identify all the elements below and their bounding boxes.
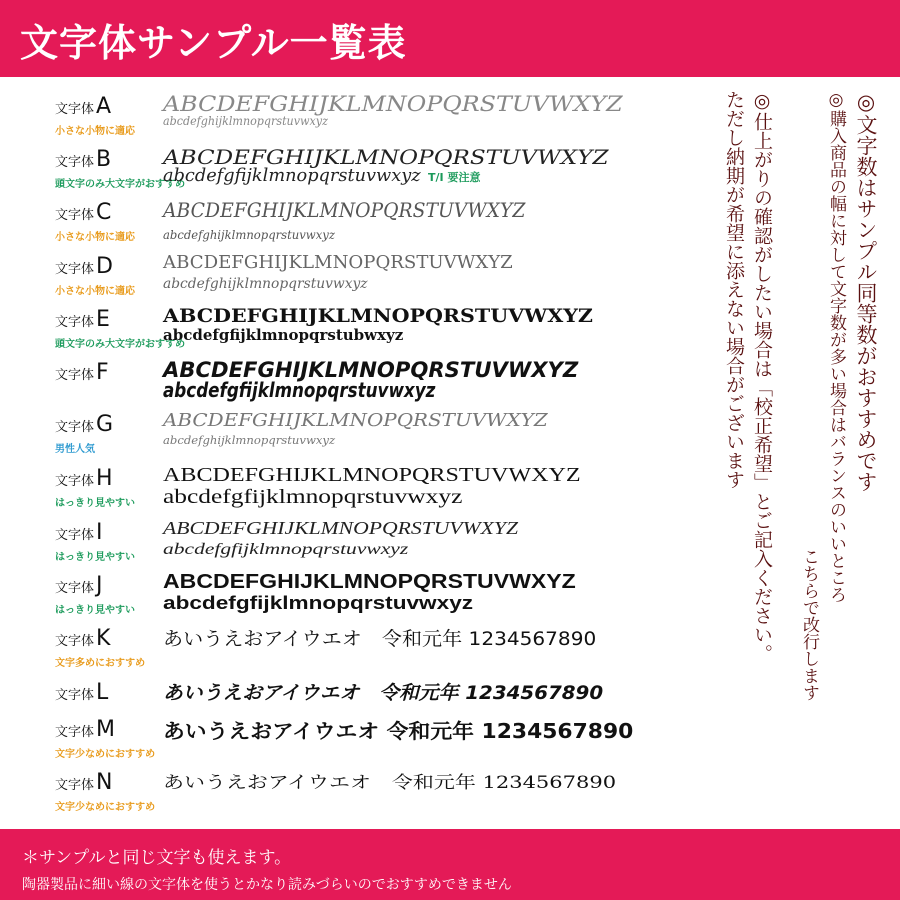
font-label-word: 文字体 <box>55 528 95 543</box>
font-label-letter: L <box>96 680 109 705</box>
sample-line-primary: ABCDEFGHIJKLMNOPQRSTUVWXYZ <box>163 358 579 382</box>
font-label-word: 文字体 <box>55 315 95 330</box>
sample-line-secondary: abcdefgfijklmnopqrstubwxyz <box>163 326 404 344</box>
note-recommend-length: ◎文字数はサンプル同等数がおすすめです <box>854 90 878 492</box>
font-label-letter: M <box>96 717 115 742</box>
font-usage-note: はっきり見やすい <box>55 498 135 509</box>
font-usage-note: 男性人気 <box>55 444 95 455</box>
font-label <box>55 147 111 172</box>
font-label-letter: H <box>96 466 113 491</box>
sample-line-primary: ABCDEFGHIJKLMNOPQRSTUVWXYZ <box>163 518 518 538</box>
font-label-letter: F <box>96 360 109 385</box>
font-usage-note: 文字少なめにおすすめ <box>55 749 156 760</box>
font-usage-note: はっきり見やすい <box>55 605 135 616</box>
font-label-word: 文字体 <box>55 688 95 703</box>
font-label <box>55 360 109 385</box>
sample-line-primary: ABCDEFGHIJKLMNOPQRSTUVWXYZ <box>163 410 548 431</box>
sample-line-primary: あいうえおアイウエオ 令和元年 1234567890 <box>163 719 634 743</box>
font-label-word: 文字体 <box>55 208 95 223</box>
font-usage-note: 小さな小物に適応 <box>55 286 135 297</box>
font-label <box>55 412 113 437</box>
font-label-letter: N <box>96 770 113 795</box>
sample-line-secondary: abcdefgfijklmnopqrstuvwxyz <box>163 486 463 508</box>
font-label-word: 文字体 <box>55 634 95 649</box>
sample-line-primary: ABCDEFGHIJKLMNOPQRSTUVWXYZ <box>163 92 623 116</box>
page-title: 文字体サンプル一覧表 <box>20 21 407 65</box>
sample-line-secondary: abcdefghijklmnopqrstuvwxyz <box>163 434 336 447</box>
font-label <box>55 200 111 225</box>
font-label <box>55 307 110 332</box>
sample-line-primary: ABCDEFGHIJKLMNOPQRSTUVWXYZ <box>163 145 609 169</box>
sample-line-primary: ABCDEFGHIJKLMNOPQRSTUVWXYZ <box>163 464 581 486</box>
font-label-word: 文字体 <box>55 474 95 489</box>
font-label-letter: J <box>96 573 103 598</box>
font-label-word: 文字体 <box>55 581 95 596</box>
sample-line-primary: ABCDEFGHIJKLMNOPQRSTUVWXYZ <box>163 305 593 327</box>
font-label-letter: D <box>96 254 113 279</box>
font-label-word: 文字体 <box>55 262 95 277</box>
sample-line-secondary: abcdefghijklmnopqrstuvwxyz <box>163 276 368 292</box>
font-label-word: 文字体 <box>55 102 95 117</box>
sample-line-primary: あいうえおアイウエオ 令和元年 1234567890 <box>163 628 597 650</box>
sample-line-secondary: abcdefgfijklmnopqrstuvwxyz <box>163 541 409 558</box>
font-label <box>55 520 103 545</box>
caution-note: T/I 要注意 <box>428 171 481 184</box>
font-label <box>55 626 110 651</box>
font-label <box>55 254 113 279</box>
note-proof-request: ◎仕上がりの確認がしたい場合は「校正希望」とご記入ください。 <box>751 90 773 663</box>
font-label-letter: E <box>96 307 110 332</box>
footer-note: ＊サンプルと同じ文字も使えます。 <box>22 848 292 868</box>
sample-line-secondary: abcdefghijklmnopqrstuvwxyz <box>163 114 328 128</box>
font-label <box>55 573 103 598</box>
font-label-letter: G <box>96 412 114 437</box>
font-label <box>55 466 113 491</box>
font-usage-note: 文字多めにおすすめ <box>55 658 146 669</box>
font-usage-note: 頭文字のみ大文字がおすすめ <box>55 339 186 350</box>
font-label-word: 文字体 <box>55 725 95 740</box>
footer-warning: 陶器製品に細い線の文字体を使うとかなり読みづらいのでおすすめできません <box>22 877 512 893</box>
font-usage-note: 小さな小物に適応 <box>55 232 135 243</box>
sample-line-primary: あいうえおアイウエオ 令和元年 1234567890 <box>163 773 617 793</box>
font-label-word: 文字体 <box>55 155 95 170</box>
font-label-letter: I <box>96 520 103 545</box>
font-usage-note: はっきり見やすい <box>55 552 135 563</box>
note-delivery: ただし納期が希望に添えない場合がございます <box>723 90 745 489</box>
font-label-letter: A <box>96 94 112 119</box>
sample-line-primary: ABCDEFGHIJKLMNOPQRSTUVWXYZ <box>163 252 513 273</box>
font-label-letter: B <box>96 147 112 172</box>
sample-line-primary: ABCDEFGHIJKLMNOPQRSTUVWXYZ <box>163 571 576 593</box>
sample-line-secondary: abcdefgfijklmnopqrstuvwxyz <box>163 593 474 613</box>
sample-line-primary: ABCDEFGHIJKLMNOPQRSTUVWXYZ <box>163 198 526 222</box>
sample-line-secondary: abcdefgfijklmnopqrstuvwxyz <box>163 165 421 186</box>
sample-line-secondary: abcdefgfijklmnopqrstuvwxyz <box>163 378 436 402</box>
font-label <box>55 94 111 119</box>
sample-line-secondary: abcdefghijklmnopqrstuvwxyz <box>163 228 335 242</box>
font-label-word: 文字体 <box>55 368 95 383</box>
sample-line-primary: あいうえおアイウエオ 令和元年 1234567890 <box>163 682 604 704</box>
font-label-word: 文字体 <box>55 778 95 793</box>
font-label-word: 文字体 <box>55 420 95 435</box>
font-usage-note: 頭文字のみ大文字がおすすめ <box>55 179 186 190</box>
font-label <box>55 717 115 742</box>
font-label <box>55 770 112 795</box>
font-label <box>55 680 108 705</box>
note-line-break-cont: こちらで改行します <box>799 548 819 701</box>
font-label-letter: C <box>96 200 112 225</box>
font-usage-note: 文字少なめにおすすめ <box>55 802 156 813</box>
font-label-letter: K <box>96 626 111 651</box>
note-line-break: ◎購入商品の幅に対して文字数が多い場合はバランスのいいところ <box>826 90 846 603</box>
font-usage-note: 小さな小物に適応 <box>55 126 135 137</box>
